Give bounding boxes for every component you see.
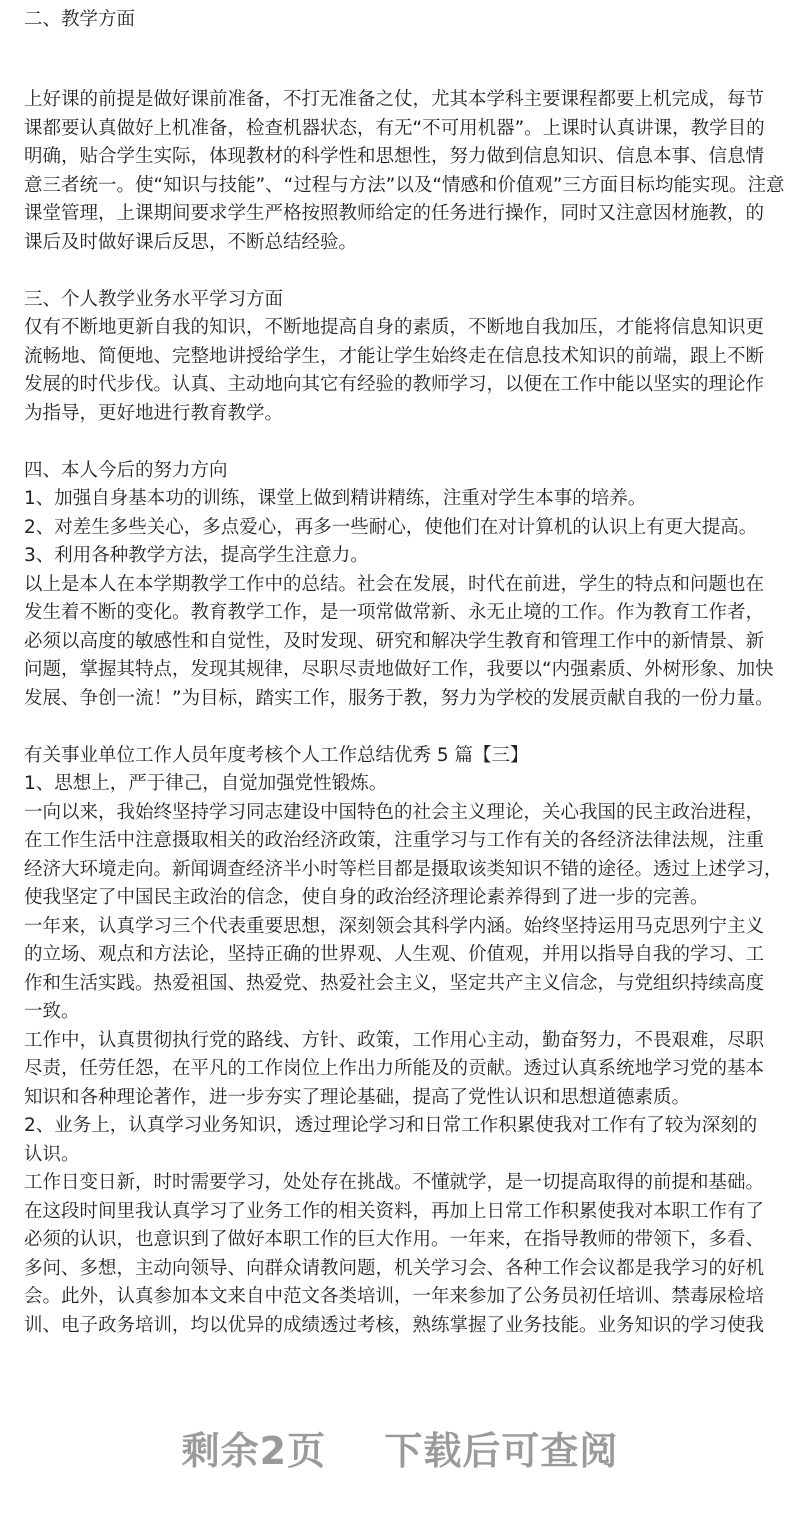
text-line: 课后及时做好课后反思，不断总结经验。: [24, 231, 358, 253]
text-line: 作和生活实践。热爱祖国、热爱党、热爱社会主义，坚定共产主义信念，与党组织持续高度: [24, 972, 765, 994]
text-line: 3、利用各种教学方法，提高学生注意力。: [24, 545, 369, 566]
text-line: 认识。: [24, 1143, 80, 1165]
download-banner[interactable]: [0, 1420, 800, 1475]
paragraph-section: [24, 457, 784, 714]
text-line: 意三者统一。使“知识与技能”、“过程与方法”以及“情感和价值观”三方面目标均能实现。注意: [24, 174, 785, 196]
text-line: 上好课的前提是做好课前准备，不打无准备之仗，尤其本学科主要课程都要上机完成，每节: [24, 89, 765, 110]
text-line: 2、业务上，认真学习业务知识，透过理论学习和日常工作积累使我对工作有了较为深刻的: [24, 1115, 758, 1136]
text-line: 问题，掌握其特点，发现其规律，尽职尽责地做好工作，我要以“内强素质、外树形象、加快: [24, 659, 774, 680]
text-line: 必须以高度的敏感性和自觉性，及时发现、研究和解决学生教育和管理工作中的新情景、新: [24, 630, 765, 652]
text-line: 尽责，任劳任怨，在平凡的工作岗位上作出力所能及的贡献。透过认真系统地学习党的基本: [24, 1058, 765, 1079]
paragraph-section: [24, 742, 784, 1341]
text-line: 课堂管理，上课期间要求学生严格按照教师给定的任务进行操作，同时又注意因材施教，的: [24, 203, 765, 224]
text-line: 1、加强自身基本功的训练，课堂上做到精讲精练，注重对学生本事的培养。: [24, 488, 647, 509]
text-line: 在这段时间里我认真学习了业务工作的相关资料，再加上日常工作积累使我对本职工作有了: [24, 1200, 765, 1222]
text-line: 一向以来，我始终坚持学习同志建设中国特色的社会主义理论，关心我国的民主政治进程，: [24, 801, 765, 823]
text-line: 多问、多想，主动向领导、向群众请教问题，机关学习会、各种工作会议都是我学习的好机: [24, 1257, 765, 1279]
paragraph-gap: [24, 713, 784, 742]
text-line: 仅有不断地更新自我的知识，不断地提高自身的素质，不断地自我加压，才能将信息知识更: [24, 317, 765, 338]
text-line: 四、本人今后的努力方向: [24, 459, 228, 481]
text-line: 1、思想上，严于律己，自觉加强党性锻炼。: [24, 773, 388, 794]
section-heading: 二、教学方面: [24, 9, 136, 30]
text-line: 知识和各种理论著作，进一步夯实了理论基础，提高了党性认识和思想道德素质。: [24, 1086, 691, 1108]
text-line: 会。此外，认真参加本文来自中范文各类培训，一年来参加了公务员初任培训、禁毒尿检培: [24, 1286, 765, 1307]
text-line: 发展的时代步伐。认真、主动地向其它有经验的教师学习，以便在工作中能以坚实的理论作: [24, 374, 765, 395]
text-line: 课都要认真做好上机准备，检查机器状态，有无“不可用机器”。上课时认真讲课，教学目的: [24, 117, 765, 139]
text-line: 有关事业单位工作人员年度考核个人工作总结优秀 5 篇【三】: [24, 744, 529, 766]
paragraph-gap: [24, 428, 784, 457]
text-line: 一年来，认真学习三个代表重要思想，深刻领会其科学内涵。始终坚持运用马克思列宁主义: [24, 915, 765, 937]
text-line: 为指导，更好地进行教育教学。: [24, 402, 284, 424]
text-line: 工作日变日新，时时需要学习，处处存在挑战。不懂就学，是一切提高取得的前提和基础。: [24, 1172, 765, 1193]
text-line: 在工作生活中注意摄取相关的政治经济政策，注重学习与工作有关的各经济法律法规，注重: [24, 830, 765, 851]
text-line: 工作中，认真贯彻执行党的路线、方针、政策，工作用心主动，勤奋努力，不畏艰难，尽职: [24, 1029, 765, 1051]
text-line: 三、个人教学业务水平学习方面: [24, 288, 284, 310]
text-line: 训、电子政务培训，均以优异的成绩透过考核，熟练掌握了业务技能。业务知识的学习使我: [24, 1314, 765, 1336]
text-line: 流畅地、简便地、完整地讲授给学生，才能让学生始终走在信息技术知识的前端，跟上不断: [24, 345, 765, 367]
text-line: 使我坚定了中国民主政治的信念，使自身的政治经济理论素养得到了进一步的完善。: [24, 887, 709, 908]
remaining-pages-label: 剩余2页: [181, 1429, 327, 1473]
document-body: [24, 86, 784, 1340]
text-line: 经济大环境走向。新闻调查经济半小时等栏目都是摄取该类知识不错的途径。透过上述学习，: [24, 858, 783, 880]
text-line: 发生着不断的变化。教育教学工作，是一项常做常新、永无止境的工作。作为教育工作者，: [24, 602, 765, 623]
text-line: 一致。: [24, 1001, 80, 1022]
paragraph-section: [24, 86, 784, 257]
paragraph-gap: [24, 257, 784, 286]
text-line: 发展、争创一流！”为目标，踏实工作，服务于教，努力为学校的发展贡献自我的一份力量。: [24, 687, 774, 709]
text-line: 以上是本人在本学期教学工作中的总结。社会在发展，时代在前进，学生的特点和问题也在: [24, 573, 765, 595]
paragraph-section: [24, 286, 784, 429]
text-line: 明确，贴合学生实际，体现教材的科学性和思想性，努力做到信息知识、信息本事、信息情: [24, 146, 765, 167]
text-line: 2、对差生多些关心，多点爱心，再多一些耐心，使他们在对计算机的认识上有更大提高。: [24, 516, 758, 538]
text-line: 的立场、观点和方法论，坚持正确的世界观、人生观、价值观，并用以指导自我的学习、工: [24, 944, 765, 965]
download-prompt[interactable]: 下载后可查阅: [384, 1429, 619, 1473]
text-line: 必须的认识，也意识到了做好本职工作的巨大作用。一年来，在指导教师的带领下，多看、: [24, 1229, 765, 1250]
